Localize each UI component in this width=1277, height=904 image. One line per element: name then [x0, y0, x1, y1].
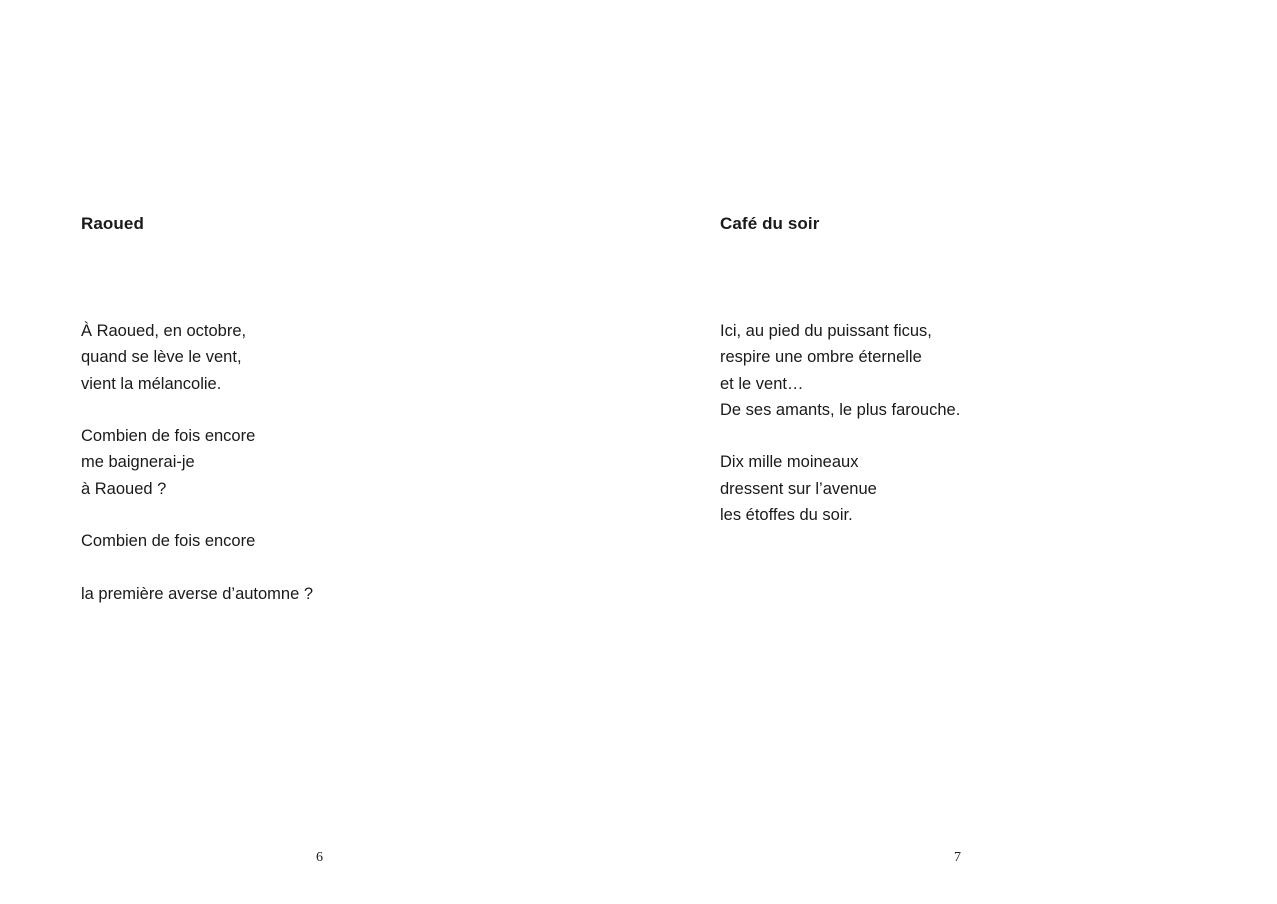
page-number: 6 [316, 850, 323, 865]
poem-title: Café du soir [720, 214, 820, 233]
poem-line: et le vent… [720, 374, 804, 393]
poem-line: me baignerai-je [81, 453, 195, 472]
poem-line: De ses amants, le plus farouche. [720, 400, 961, 419]
poem-line: vient la mélancolie. [81, 374, 222, 393]
poem-body [81, 318, 313, 634]
poem-line: Dix mille moineaux [720, 453, 859, 472]
poem-line: la première averse d’automne ? [81, 584, 314, 603]
stanza [81, 581, 313, 607]
stanza [81, 528, 313, 554]
stanza [81, 423, 313, 502]
poem-title: Raoued [81, 214, 144, 233]
poem-line: À Raoued, en octobre, [81, 322, 247, 340]
stanza [720, 449, 960, 528]
right-page [639, 0, 1277, 904]
poem-line: à Raoued ? [81, 479, 167, 498]
poem-line: Ici, au pied du puissant ficus, [720, 322, 932, 340]
left-page [0, 0, 638, 904]
stanza [81, 318, 313, 397]
poem-line: les étoffes du soir. [720, 506, 853, 525]
stanza [720, 318, 960, 423]
poem-line: Combien de fois encore [81, 532, 256, 551]
poem-line: quand se lève le vent, [81, 348, 242, 367]
page-number: 7 [954, 850, 961, 865]
poem-line: Combien de fois encore [81, 427, 256, 446]
poem-line: respire une ombre éternelle [720, 348, 922, 367]
poem-line: dressent sur l’avenue [720, 479, 877, 498]
poem-body [720, 318, 960, 555]
